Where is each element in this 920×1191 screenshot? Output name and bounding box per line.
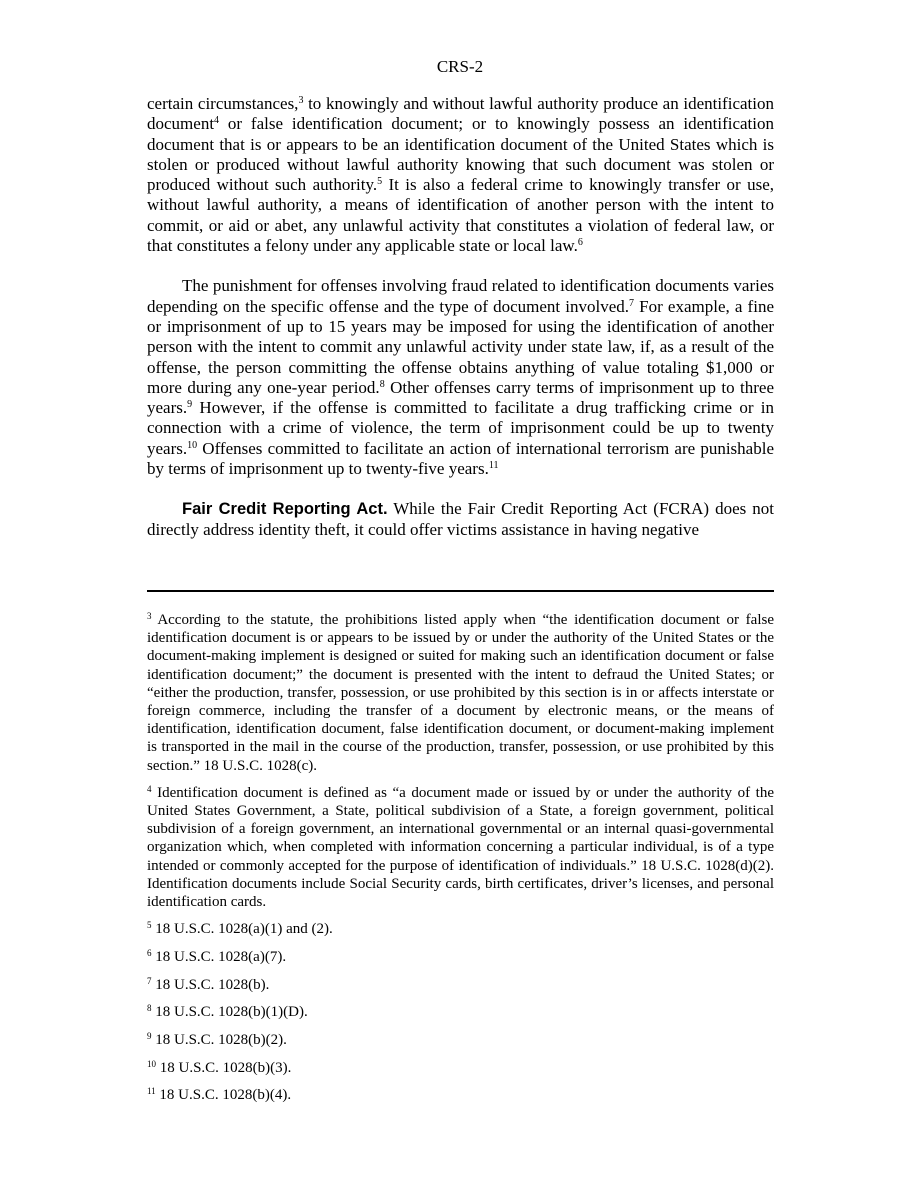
footnote-ref[interactable]: 4 — [214, 115, 220, 127]
text-run: Offenses committed to facilitate an action of international terrorism are punishable by terms of imprisonment up to twenty-five years. — [147, 438, 774, 479]
footnote-text: 18 U.S.C. 1028(b)(1)(D). — [151, 1004, 308, 1021]
text-run: Other offenses carry terms of imprisonment up to three years. — [147, 377, 774, 418]
footnote-ref[interactable]: 6 — [577, 237, 583, 249]
text-run: For example, a fine or imprisonment of up to 15 years may be imposed for using the identification of another person with the intent to commit any unlawful activity under state law, if, as a result of the offense, the person committing the offense obtains anything of value totaling $1,000 or more during any one-year period. — [147, 296, 774, 397]
footnote-10 — [147, 1059, 774, 1077]
footnote-number: 9 — [147, 1031, 152, 1042]
footnote-7 — [147, 976, 774, 994]
footnote-4 — [147, 784, 774, 911]
footnote-number: 4 — [147, 783, 152, 794]
text-run: to knowingly and without lawful authority produce an identification document — [147, 94, 774, 134]
footnote-number: 6 — [147, 947, 152, 958]
text-run: While the Fair Credit Reporting Act (FCRA) does not directly address identity theft, it could offer victims assistance in having negative — [147, 499, 774, 539]
footnotes — [147, 611, 774, 1114]
text-run: The punishment for offenses involving fraud related to identification documents varies depending on the specific offense and the type of document involved. — [147, 276, 774, 316]
footnote-ref[interactable]: 3 — [298, 95, 304, 106]
footnote-ref[interactable]: 7 — [629, 297, 635, 309]
footnote-text: 18 U.S.C. 1028(a)(7). — [151, 948, 287, 965]
footnote-text: 18 U.S.C. 1028(b). — [151, 976, 270, 993]
footnote-number: 11 — [147, 1086, 156, 1097]
footnote-ref[interactable]: 9 — [187, 399, 193, 411]
footnote-text: Identification document is defined as “a document made or issued by or under the authority of the United States Government, a State, political subdivision of a State, a foreign government, political subdivision of a foreign government, an international governmental or an internal quasi-governmental organization which, when completed with information concerning a particular individual, is of a type intended or commonly accepted for the purpose of identification of individuals.” 18 U.S.C. 1028(d)(2). Identification documents include Social Security cards, birth certificates, driver’s licenses, and personal identification cards. — [147, 784, 774, 911]
footnote-number: 8 — [147, 1003, 152, 1014]
text-run: or false identification document; or to knowingly possess an identification document that is or appears to be an identification document of the United States which is stolen or produced without lawful authority knowing that such document was stolen or produced without such authority. — [147, 114, 774, 195]
paragraph-3 — [147, 499, 774, 540]
footnote-number: 10 — [147, 1058, 156, 1069]
footnote-ref[interactable]: 11 — [488, 460, 499, 472]
footnote-3 — [147, 611, 774, 775]
text-run: However, if the offense is committed to facilitate a drug trafficking crime or in connection with a crime of violence, the term of imprisonment could be up to twenty years. — [147, 398, 774, 458]
footnote-6 — [147, 948, 774, 966]
footnote-9 — [147, 1031, 774, 1049]
footnote-8 — [147, 1003, 774, 1021]
footnote-ref[interactable]: 10 — [187, 439, 198, 451]
section-heading: Fair Credit Reporting Act. — [182, 500, 388, 519]
text-run: It is also a federal crime to knowingly transfer or use, without lawful authority, a means of identification of another person with the intent to commit, or aid or abet, any unlawful activity that constitutes a violation of federal law, or that constitutes a felony under any applicable state or local law. — [147, 175, 774, 256]
footnote-divider — [147, 590, 774, 592]
footnote-text: 18 U.S.C. 1028(b)(4). — [155, 1087, 292, 1104]
paragraph-2 — [147, 276, 774, 479]
text-run: certain circumstances, — [147, 94, 299, 113]
footnote-text: 18 U.S.C. 1028(b)(2). — [151, 1032, 287, 1049]
footnote-number: 3 — [147, 611, 152, 621]
footnote-text: 18 U.S.C. 1028(a)(1) and (2). — [151, 921, 333, 938]
footnote-text: 18 U.S.C. 1028(b)(3). — [156, 1059, 292, 1076]
footnote-ref[interactable]: 5 — [377, 176, 383, 188]
footnote-11 — [147, 1086, 774, 1104]
footnote-ref[interactable]: 8 — [379, 378, 385, 390]
footnote-number: 5 — [147, 920, 152, 931]
page-header: CRS-2 — [436, 57, 484, 76]
footnote-5 — [147, 920, 774, 938]
paragraph-1 — [147, 94, 774, 256]
footnote-text: According to the statute, the prohibitions listed apply when “the identification document or false identification document is or appears to be issued by or under the authority of the United States or the document-making implement is designed or suited for making such an identification document or false identification document;” the document is presented with the intent to defraud the United States; or “either the production, transfer, possession, or use prohibited by this section is in or affects interstate or foreign commerce, including the transfer of a document by electronic means, or the means of identification, identification document, false identification document, or document-making implement is transported in the mail in the course of the production, transfer, possession, or use prohibited by this section.” 18 U.S.C. 1028(c). — [147, 612, 774, 774]
footnote-number: 7 — [147, 975, 152, 986]
body-text — [147, 94, 774, 560]
